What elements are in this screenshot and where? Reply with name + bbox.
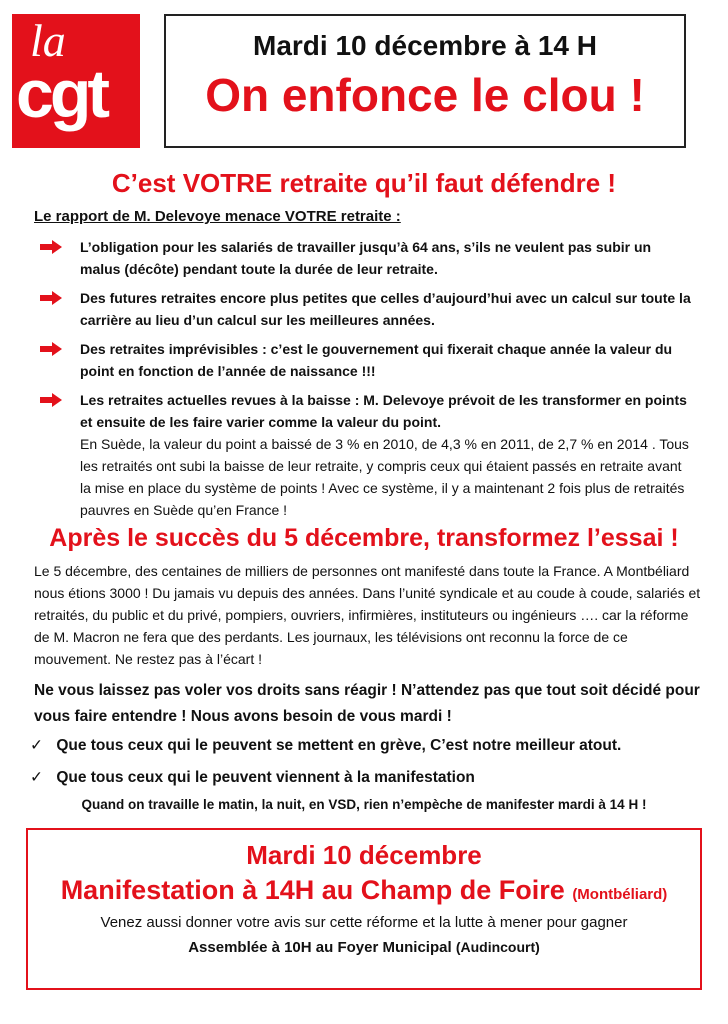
bullet-text: Des futures retraites encore plus petites que celles d’aujourd’hui avec un calcul sur toute la carrière au lieu d’un calcul sur les meilleures années. — [80, 290, 691, 328]
logo-text-la: la — [30, 15, 66, 66]
threat-list — [40, 236, 695, 528]
header-slogan: On enfonce le clou ! — [205, 69, 645, 121]
event-date: Mardi 10 décembre — [246, 840, 482, 870]
assembly-text: Assemblée à 10H au Foyer Municipal — [188, 939, 452, 956]
assembly-place: (Audincourt) — [455, 939, 540, 955]
header-box — [164, 14, 686, 148]
check-text: Que tous ceux qui le peuvent se mettent en grève, C’est notre meilleur atout. — [56, 737, 622, 754]
arrow-right-icon — [40, 240, 62, 254]
call-to-action: Ne vous laissez pas voler vos droits sans réagir ! N’attendez pas que tout soit décidé pour vous faire entendre ! Nous avons besoin de vous mardi ! — [34, 682, 700, 725]
bullet-text: L’obligation pour les salariés de travailler jusqu’à 64 ans, s’ils ne veulent pas subir un malus (décôte) pendant toute la durée de leur retraite. — [80, 239, 652, 277]
main-title: C’est VOTRE retraite qu’il faut défendre ! — [111, 168, 617, 198]
demonstration-place: (Montbéliard) — [572, 886, 668, 903]
bullet-text: Des retraites imprévisibles : c’est le gouvernement qui fixerait chaque année la valeur du point en fonction de l’année de naissance !!! — [80, 341, 673, 379]
check-text: Que tous ceux qui le peuvent viennent à la manifestation — [56, 769, 475, 786]
event-invitation: Venez aussi donner votre avis sur cette réforme et la lutte à mener pour gagner — [100, 914, 628, 931]
list-item — [40, 338, 695, 382]
event-assembly — [28, 939, 700, 956]
success-paragraph: Le 5 décembre, des centaines de milliers de personnes ont manifesté dans toute la France. A Montbéliard nous étions 3000 ! Du jamais vu depuis des années. Dans l’unité syndicale et au coude à coude, salariés et retraités, du public et du privé, pompiers, ouvriers, infirmières, instituteurs ou ingénieurs …. car la réforme de M. Macron ne fera que des perdants. Les journaux, les télévisions ont reconnu la force de ce mouvement. Ne restez pas à l’écart ! — [34, 563, 701, 667]
check-item-strike — [30, 736, 621, 755]
demonstration-text: Manifestation à 14H au Champ de Foire — [60, 875, 565, 905]
arrow-right-icon — [40, 342, 62, 356]
check-item-demo — [30, 768, 475, 787]
event-demonstration — [28, 875, 700, 906]
report-heading: Le rapport de M. Delevoye menace VOTRE retraite : — [34, 208, 401, 225]
list-item — [40, 236, 695, 280]
header-date: Mardi 10 décembre à 14 H — [253, 30, 597, 61]
logo-text-cgt: cgt — [16, 56, 106, 132]
event-box — [26, 828, 702, 990]
success-heading: Après le succès du 5 décembre, transformez l’essai ! — [49, 524, 679, 552]
bullet-detail: En Suède, la valeur du point a baissé de 3 % en 2010, de 4,3 % en 2011, de 2,7 % en 2014 . Tous les retraités ont subi la baisse de leur retraite, y compris ceux qui étaient passés en retraite avant la mise en place du système de points ! Avec ce système, il y a maintenant 2 fois plus de retraités pauvres en Suède qu’en France ! — [80, 436, 689, 518]
list-item — [40, 287, 695, 331]
schedule-note: Quand on travaille le matin, la nuit, en VSD, rien n’empèche de manifester mardi à 14 H ! — [81, 797, 647, 812]
check-icon: ✓ — [30, 737, 43, 754]
check-icon: ✓ — [30, 769, 43, 786]
bullet-text: Les retraites actuelles revues à la baisse : M. Delevoye prévoit de les transformer en points et ensuite de les faire varier comme la valeur du point. — [80, 392, 687, 430]
arrow-right-icon — [40, 393, 62, 407]
list-item — [40, 389, 695, 521]
arrow-right-icon — [40, 291, 62, 305]
cgt-logo — [12, 14, 140, 148]
